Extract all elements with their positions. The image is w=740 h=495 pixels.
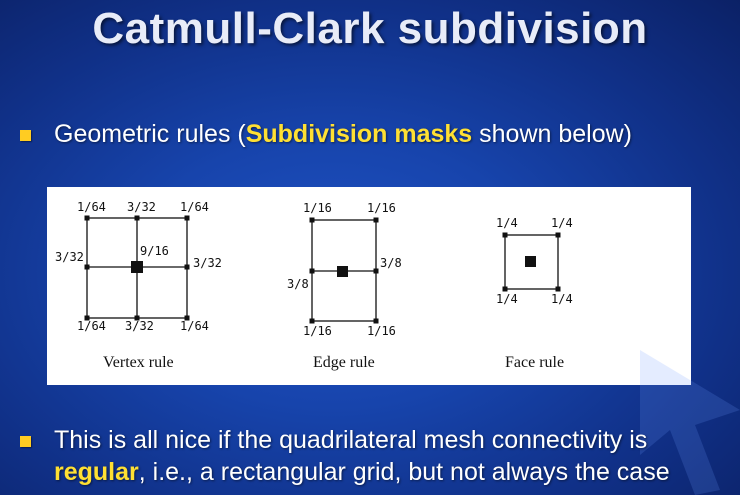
face-rule-points [503, 233, 561, 292]
bullet2-highlight: regular [54, 458, 139, 486]
bullet2-line1: This is all nice if the quadrilateral mesh connectivity is [54, 426, 648, 454]
bullet-geometric-rules [20, 118, 720, 154]
vertex-label-top-left: 1/64 [77, 200, 106, 214]
edge-point [310, 319, 315, 324]
edge-point [374, 218, 379, 223]
face-label-bottom-left: 1/4 [496, 292, 518, 306]
edge-label-bottom-right: 1/16 [367, 324, 396, 338]
face-label-top-right: 1/4 [551, 216, 573, 230]
edge-rule-caption: Edge rule [313, 354, 375, 371]
bullet-regular-grid [20, 424, 740, 494]
vertex-label-bottom: 3/32 [125, 319, 154, 333]
face-center-point [525, 256, 536, 267]
edge-label-mid-right: 3/8 [380, 256, 402, 270]
face-label-top-left: 1/4 [496, 216, 518, 230]
vertex-label-bottom-right: 1/64 [180, 319, 209, 333]
face-label-bottom-right: 1/4 [551, 292, 573, 306]
edge-label-bottom-left: 1/16 [303, 324, 332, 338]
face-point [556, 287, 561, 292]
vertex-center-point [131, 261, 143, 273]
face-point [503, 233, 508, 238]
masks-diagram [47, 187, 691, 385]
vertex-label-right: 3/32 [193, 256, 222, 270]
face-point [503, 287, 508, 292]
bullet-square-icon [20, 130, 31, 141]
edge-point [374, 319, 379, 324]
edge-label-mid-left: 3/8 [287, 277, 309, 291]
edge-label-top-right: 1/16 [367, 201, 396, 215]
bullet1-highlight: Subdivision masks [245, 120, 473, 148]
bullet1-prefix: Geometric rules ( [54, 120, 246, 148]
bullet2-line2: , i.e., a rectangular grid, but not always the case [138, 458, 670, 486]
vertex-point [85, 216, 90, 221]
bullet1-suffix: shown below) [472, 120, 632, 148]
vertex-label-top: 3/32 [127, 200, 156, 214]
edge-center-point [337, 266, 348, 277]
vertex-point [185, 265, 190, 270]
edge-point [310, 269, 315, 274]
vertex-label-left: 3/32 [55, 250, 84, 264]
vertex-label-center: 9/16 [140, 244, 169, 258]
edge-point [374, 269, 379, 274]
edge-point [310, 218, 315, 223]
bullet-square-icon [20, 436, 31, 447]
vertex-point [185, 216, 190, 221]
vertex-rule-caption: Vertex rule [103, 354, 174, 371]
edge-label-top-left: 1/16 [303, 201, 332, 215]
vertex-label-bottom-left: 1/64 [77, 319, 106, 333]
face-point [556, 233, 561, 238]
face-rule-caption: Face rule [505, 354, 565, 371]
vertex-point [135, 216, 140, 221]
slide-title: Catmull-Clark subdivision [92, 4, 648, 53]
subdivision-masks-figure [47, 187, 691, 385]
vertex-label-top-right: 1/64 [180, 200, 209, 214]
vertex-point [85, 265, 90, 270]
